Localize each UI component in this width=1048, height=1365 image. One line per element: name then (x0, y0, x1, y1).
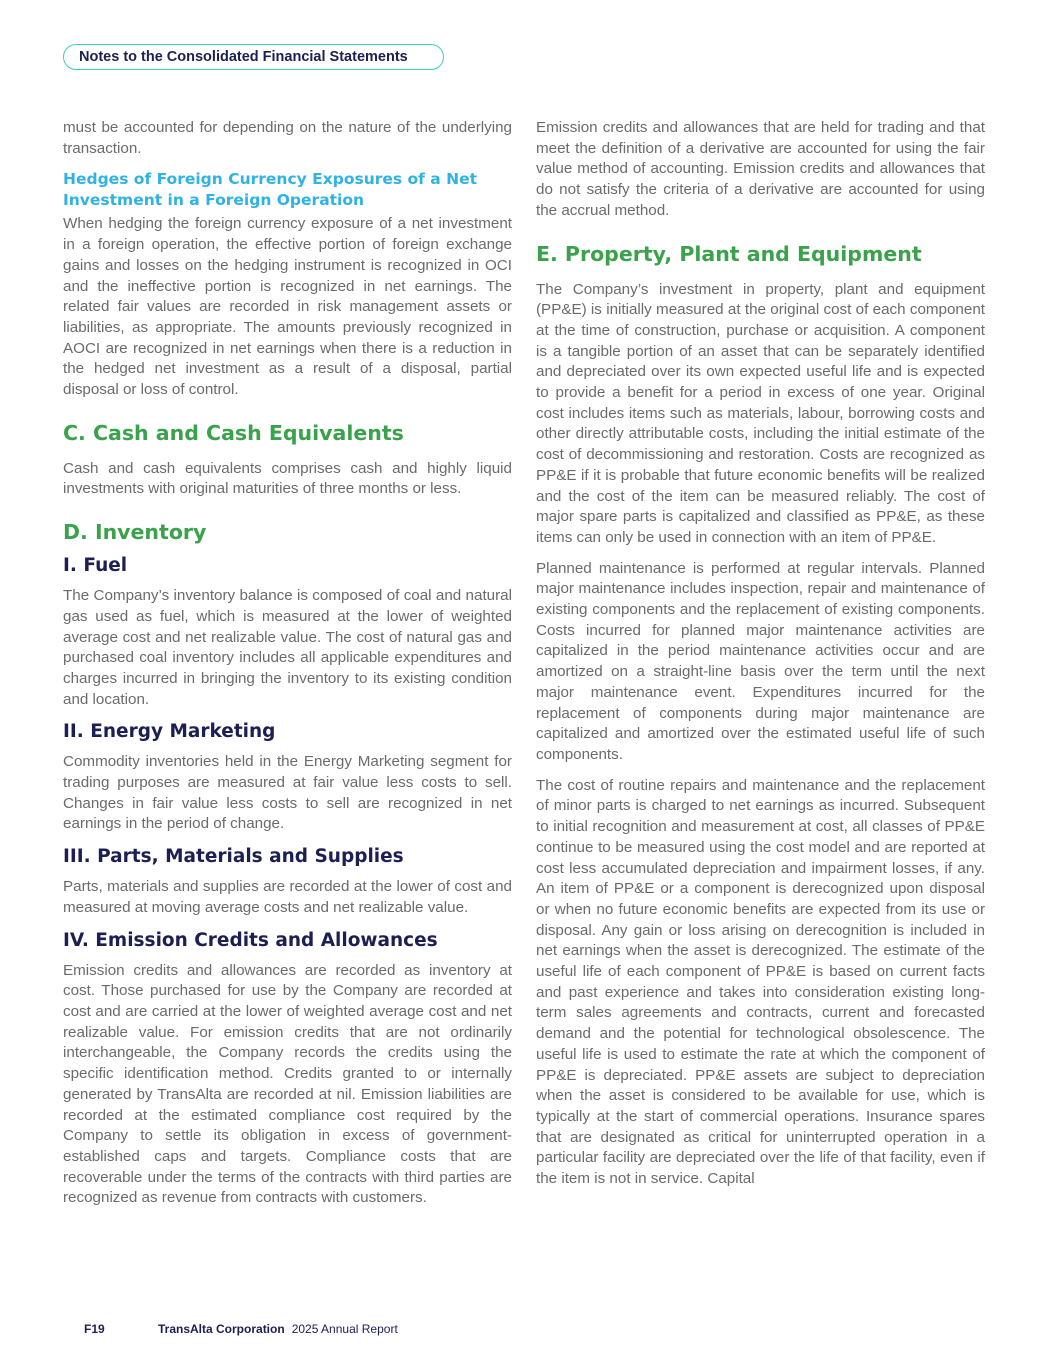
energy-marketing-heading: II. Energy Marketing (63, 721, 276, 743)
paragraph: The Company’s inventory balance is composed of coal and natural gas used as fuel, which is measured at the lower of weighted average cost and net realizable value. The cost of natural gas and purchased coal inventory includes all applicable expenditures and charges incurred in bringing the inventory to its existing condition and location. (63, 587, 512, 708)
page-footer (84, 1322, 398, 1336)
right-column (536, 118, 985, 1200)
section-header-title: Notes to the Consolidated Financial Statements (79, 49, 408, 65)
paragraph: Planned maintenance is performed at regular intervals. Planned major maintenance includes inspection, repair and maintenance of existing components and the replacement of existing components. Costs incurred for planned major maintenance activities are capitalized in the period maintenance activities occur and are amortized on a straight-line basis over the term until the next major maintenance event. Expenditures incurred for the replacement of components during major maintenance are capitalized and amortized over the estimated useful life of such components. (536, 559, 985, 763)
fuel-heading: I. Fuel (63, 555, 128, 577)
parts-heading: III. Parts, Materials and Supplies (63, 846, 404, 868)
paragraph: The Company’s investment in property, plant and equipment (PP&E) is initially measured at the original cost of each component at the time of construction, purchase or acquisition. A component is a tangible portion of an asset that can be separately identified and depreciated over its own expected useful life and is expected to provide a benefit for a period in excess of one year. Original cost includes items such as materials, labour, borrowing costs and other directly attributable costs, including the initial estimate of the cost of decommissioning and restoration. Costs are recognized as PP&E if it is probable that future economic benefits will be realized and the cost of the item can be measured reliably. The cost of major spare parts is capitalized and classified as PP&E, as these items can only be used in connection with an item of PP&E. (536, 280, 985, 546)
report-name: 2025 Annual Report (291, 1322, 398, 1336)
paragraph: Parts, materials and supplies are recorded at the lower of cost and measured at moving average costs and net realizable value. (63, 878, 512, 916)
left-column (63, 118, 512, 1219)
paragraph: The cost of routine repairs and maintenance and the replacement of minor parts is charged to net earnings as incurred. Subsequent to initial recognition and measurement at cost, all classes of PP&E continue to be measured using the cost model and are reported at cost less accumulated depreciation and impairment losses, if any. An item of PP&E or a component is derecognized upon disposal or when no future economic benefits are expected from its use or disposal. Any gain or loss arising on derecognition is included in net earnings when the asset is derecognized. The estimate of the useful life of each component of PP&E is based on current facts and past experience and takes into consideration existing long-term sales agreements and contracts, current and forecasted demand and the potential for technological obsolescence. The useful life is used to estimate the rate at which the component of PP&E is depreciated. PP&E assets are subject to depreciation when the asset is considered to be available for use, which is typically at the start of commercial operations. Insurance spares that are designated as critical for uninterrupted operation in a particular facility are depreciated over the life of that facility, even if the item is not in service. Capital (536, 776, 985, 1188)
emission-heading: IV. Emission Credits and Allowances (63, 929, 438, 951)
paragraph: Emission credits and allowances that are held for trading and that meet the definition of a derivative are accounted for using the fair value method of accounting. Emission credits and allowances that do not satisfy the criteria of a derivative are accounted for using the accrual method. (536, 119, 985, 219)
inventory-heading: D. Inventory (63, 520, 207, 545)
paragraph: must be accounted for depending on the nature of the underlying transaction. (63, 119, 512, 157)
company-name: TransAlta Corporation (158, 1322, 285, 1336)
paragraph: Commodity inventories held in the Energy Marketing segment for trading purposes are measured at fair value less costs to sell. Changes in fair value less costs to sell are recognized in net earnings in the period of change. (63, 753, 512, 833)
cash-heading: C. Cash and Cash Equivalents (63, 420, 404, 445)
paragraph: When hedging the foreign currency exposure of a net investment in a foreign operation, the effective portion of foreign exchange gains and losses on the hedging instrument is recognized in OCI and the ineffective portion is recognized in net earnings. The related fair values are recorded in risk management assets or liabilities, as appropriate. The amounts previously recognized in AOCI are recognized in net earnings when there is a reduction in the hedged net investment as a result of a disposal, partial disposal or loss of control. (63, 215, 512, 399)
section-header-pill (63, 44, 444, 70)
paragraph: Emission credits and allowances are recorded as inventory at cost. Those purchased for use by the Company are recorded at cost and are carried at the lower of weighted average cost and net realizable value. For emission credits that are not ordinarily interchangeable, the Company records the credits using the specific identification method. Credits granted to or internally generated by TransAlta are recorded at nil. Emission liabilities are recorded at the estimated compliance cost required by the Company to settle its obligation in excess of government-established caps and targets. Compliance costs that are recoverable under the terms of the contracts with third parties are recognized as revenue from contracts with customers. (63, 961, 512, 1207)
page-number: F19 (84, 1322, 105, 1336)
hedges-heading: Hedges of Foreign Currency Exposures of a Net Investment in a Foreign Operation (63, 170, 478, 209)
ppe-heading: E. Property, Plant and Equipment (536, 241, 922, 266)
paragraph: Cash and cash equivalents comprises cash and highly liquid investments with original maturities of three months or less. (63, 459, 512, 498)
